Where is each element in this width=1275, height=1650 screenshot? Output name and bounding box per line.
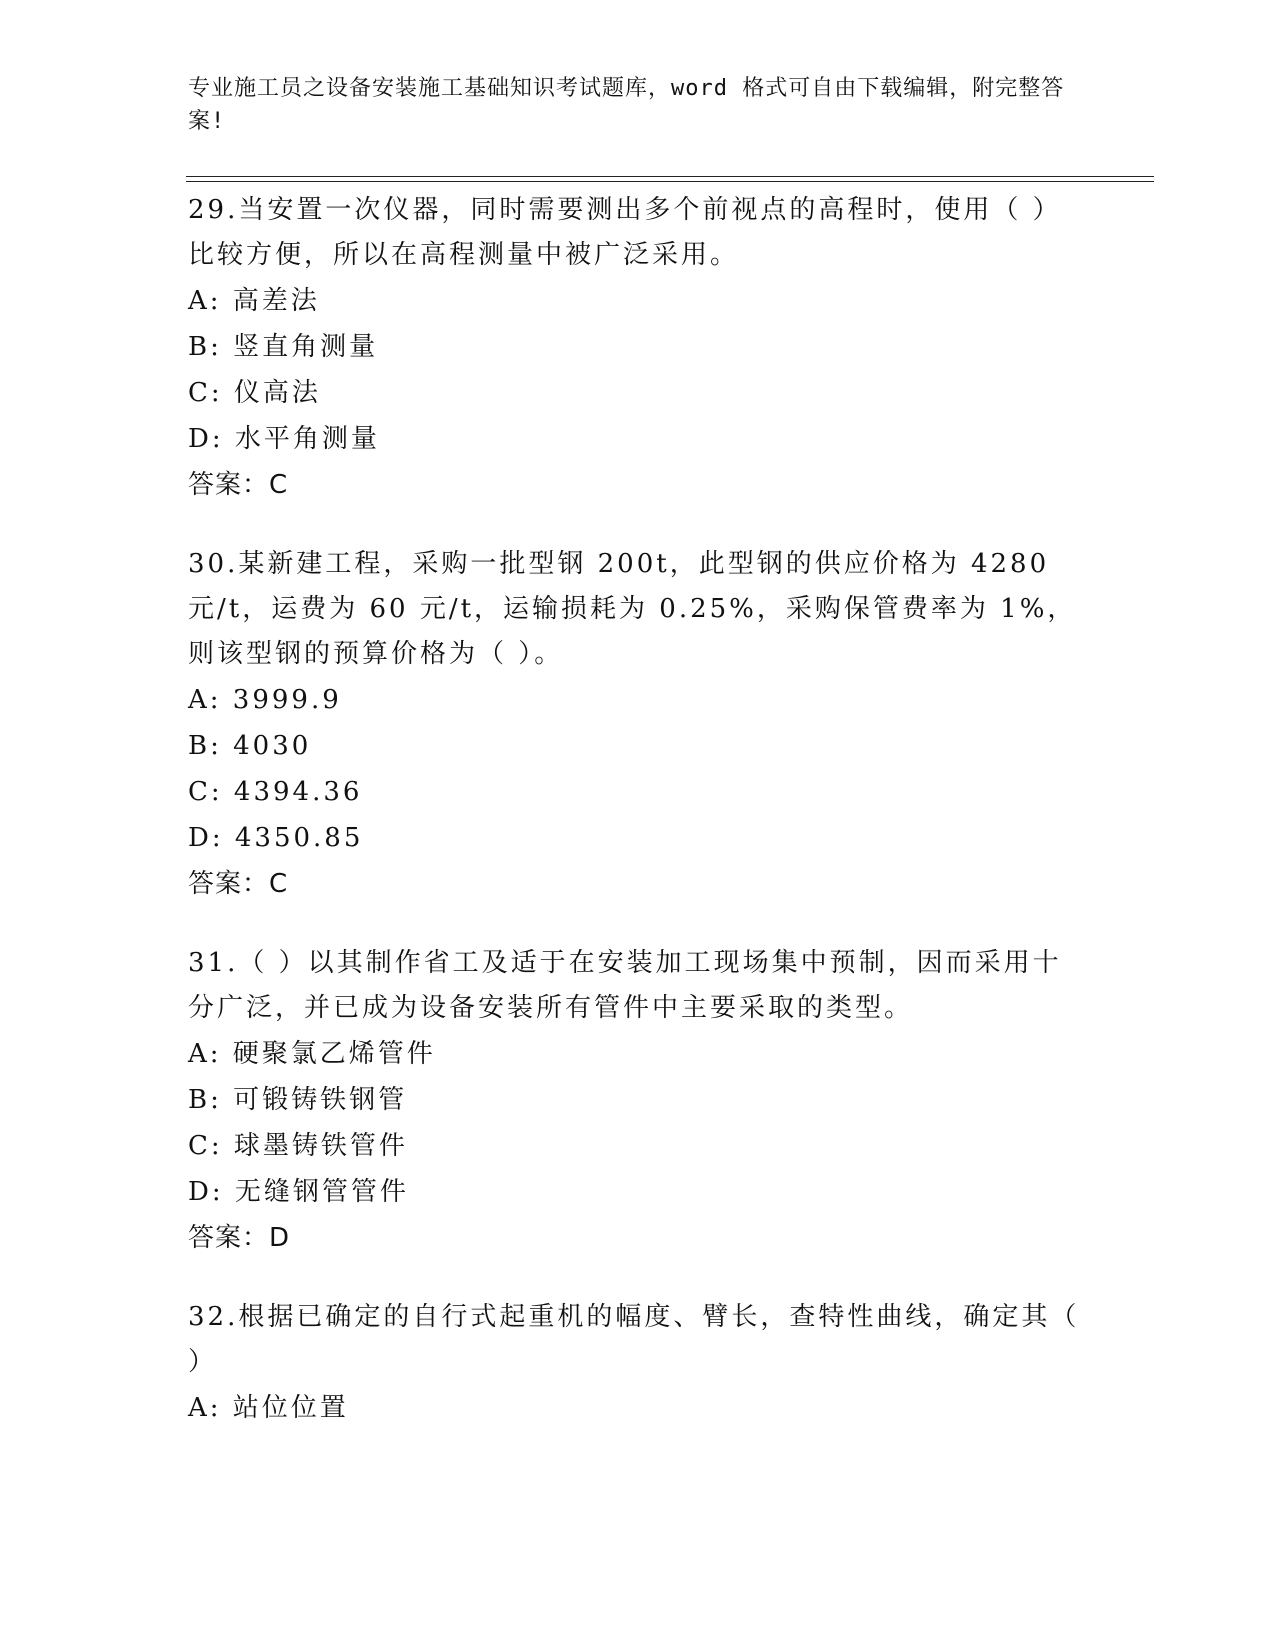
option-b: B: 竖直角测量 xyxy=(188,332,379,362)
question-30 xyxy=(188,542,1088,907)
question-31 xyxy=(188,941,1088,1261)
question-32 xyxy=(188,1295,1088,1431)
option-a: A: 硬聚氯乙烯管件 xyxy=(188,1039,436,1069)
option-c: C: 仪高法 xyxy=(188,378,321,408)
option-a: A: 站位位置 xyxy=(188,1393,349,1423)
option-a: A: 高差法 xyxy=(188,286,320,316)
answer-text: 答案：C xyxy=(188,470,289,500)
option-b: B: 可锻铸铁钢管 xyxy=(188,1085,408,1115)
option-c: C: 4394.36 xyxy=(188,777,363,807)
option-d: D: 水平角测量 xyxy=(188,424,380,454)
option-a: A: 3999.9 xyxy=(188,685,342,715)
header-divider-bottom xyxy=(186,181,1154,182)
answer-text: 答案：D xyxy=(188,1223,291,1253)
question-stem: 29.当安置一次仪器，同时需要测出多个前视点的高程时，使用（ ）比较方便，所以在高程测量中被广泛采用。 xyxy=(188,195,1062,270)
option-c: C: 球墨铸铁管件 xyxy=(188,1131,408,1161)
question-list xyxy=(188,188,1088,1465)
header-divider-top xyxy=(186,176,1154,177)
question-29 xyxy=(188,188,1088,508)
question-stem: 32.根据已确定的自行式起重机的幅度、臂长，查特性曲线，确定其（ ） xyxy=(188,1302,1080,1377)
option-d: D: 无缝钢管管件 xyxy=(188,1177,409,1207)
question-stem: 30.某新建工程，采购一批型钢 200t，此型钢的供应价格为 4280 元/t，运费为 60 元/t，运输损耗为 0.25%，采购保管费率为 1%，则该型钢的预算价格为（ ）。 xyxy=(188,549,1077,669)
answer-text: 答案：C xyxy=(188,869,289,899)
document-header: 专业施工员之设备安装施工基础知识考试题库，word 格式可自由下载编辑，附完整答案! xyxy=(188,76,1065,134)
question-stem: 31.（ ）以其制作省工及适于在安装加工现场集中预制，因而采用十分广泛，并已成为设备安装所有管件中主要采取的类型。 xyxy=(188,948,1062,1023)
option-d: D: 4350.85 xyxy=(188,823,364,853)
option-b: B: 4030 xyxy=(188,731,312,761)
